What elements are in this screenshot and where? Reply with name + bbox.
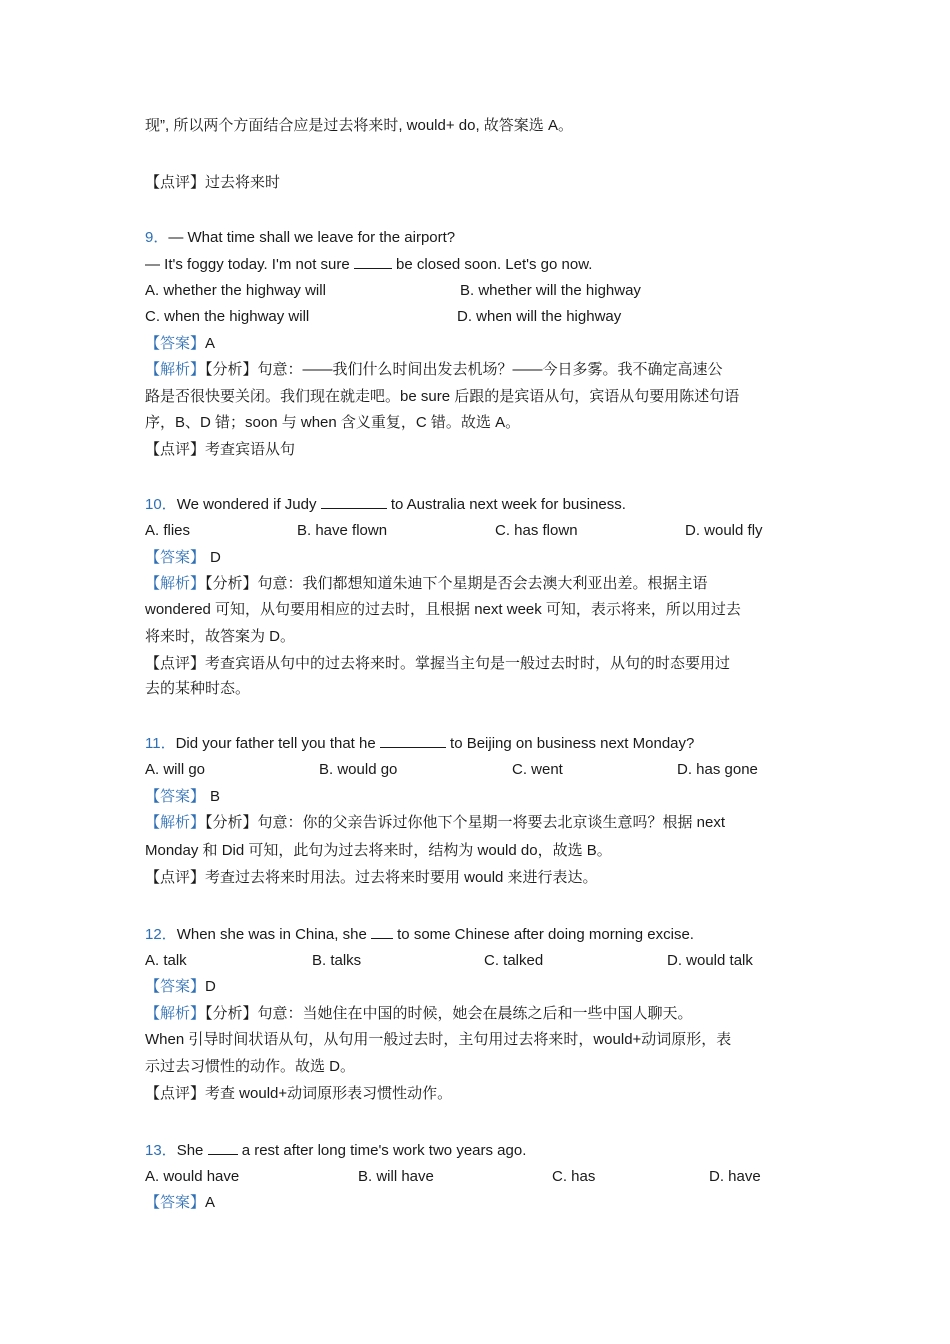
comment-line (145, 868, 810, 888)
option-b: B. would go (319, 761, 398, 778)
analysis-line: 序，B、D 错；soon 与 when 含义重复，C 错。故选 A。 (145, 414, 521, 431)
answer-tag: 【答案】 (145, 788, 206, 805)
question-text: — What time shall we leave for the airport? (168, 229, 456, 246)
answer-blank (354, 254, 392, 269)
analysis-line (145, 813, 810, 833)
answer-line (145, 1193, 810, 1213)
question-number: 12． (145, 926, 177, 943)
analysis-line (145, 1004, 810, 1024)
option-d: D. would talk (667, 952, 753, 969)
answer-value: A (205, 1194, 216, 1211)
comment-line (145, 440, 810, 460)
comment-text: 考查宾语从句中的过去将来时。掌握当主句是一般过去时时，从句的时态要用过 (205, 655, 731, 672)
option-a: A. will go (145, 761, 206, 778)
option-b: B. will have (358, 1168, 434, 1185)
stem-text: — It's foggy today. I'm not sure (145, 256, 354, 273)
analysis-text: 【分析】句意：当她住在中国的时候，她会在晨练之后和一些中国人聊天。 (205, 1005, 693, 1022)
stem-text: be closed soon. Let's go now. (391, 256, 593, 273)
stem-text: to Australia next week for business. (386, 496, 626, 513)
comment-tag: 【点评】 (145, 174, 206, 191)
analysis-line: When 引导时间状语从句，从句用一般过去时，主句用过去将来时，would+动词原形，表 (145, 1031, 732, 1048)
question-11-stem (145, 733, 810, 754)
answer-tag: 【答案】 (145, 978, 206, 995)
stem-text: We wondered if Judy (176, 496, 321, 513)
comment-tag: 【点评】 (145, 655, 206, 672)
option-c: C. talked (484, 952, 544, 969)
option-d: D. have (709, 1168, 761, 1185)
answer-blank (208, 1140, 238, 1155)
analysis-text: 【分析】句意：你的父亲告诉过你他下个星期一将要去北京谈生意吗？根据 next (205, 814, 726, 831)
question-number: 11． (145, 735, 176, 752)
comment-line (145, 1084, 810, 1104)
option-d: D. would fly (685, 522, 763, 539)
option-c: C. has (552, 1168, 596, 1185)
option-a: A. flies (145, 522, 191, 539)
comment-tag: 【点评】 (145, 869, 206, 886)
comment-text: 考查宾语从句 (205, 441, 296, 458)
answer-value: D (210, 549, 221, 566)
question-9-stem (145, 228, 810, 248)
option-d: D. has gone (677, 761, 758, 778)
question-number: 10． (145, 496, 177, 513)
answer-value: A (205, 335, 216, 352)
answer-blank (380, 733, 446, 748)
question-13-stem (145, 1140, 810, 1161)
analysis-line: 将来时，故答案为 D。 (145, 628, 296, 645)
analysis-tag: 【解析】 (145, 361, 206, 378)
comment-tag: 【点评】 (145, 1085, 206, 1102)
analysis-tag: 【解析】 (145, 575, 206, 592)
analysis-line: 示过去习惯性的动作。故选 D。 (145, 1058, 356, 1075)
option-b: B. whether will the highway (460, 282, 641, 299)
analysis-line: Monday 和 Did 可知，此句为过去将来时，结构为 would do，故选 B。 (145, 842, 612, 859)
comment-tag: 【点评】 (145, 441, 206, 458)
stem-text: to some Chinese after doing morning excise. (392, 926, 694, 943)
question-9-stem-2 (145, 254, 810, 275)
analysis-line: 路是否很快要关闭。我们现在就走吧。be sure 后跟的是宾语从句，宾语从句要用陈述句语 (145, 388, 740, 405)
answer-value: B (210, 788, 221, 805)
analysis-text: 【分析】句意：我们都想知道朱迪下个星期是否会去澳大利亚出差。根据主语 (205, 575, 708, 592)
option-a: A. whether the highway will (145, 282, 326, 299)
stem-text: When she was in China, she (176, 926, 371, 943)
option-b: B. have flown (297, 522, 388, 539)
question-10-stem (145, 494, 810, 515)
comment-text: 考查 would+动词原形表习惯性动作。 (205, 1085, 453, 1102)
answer-line (145, 334, 810, 354)
answer-line (145, 548, 810, 568)
comment-line (145, 654, 810, 674)
option-c: C. when the highway will (145, 308, 310, 325)
option-a: A. talk (145, 952, 187, 969)
analysis-line: wondered 可知，从句要用相应的过去时，且根据 next week 可知，表示将来，所以用过去 (145, 601, 741, 618)
intro-comment (145, 173, 810, 193)
option-b: B. talks (312, 952, 362, 969)
answer-line (145, 787, 810, 807)
question-number: 13． (145, 1142, 177, 1159)
answer-value: D (205, 978, 216, 995)
answer-tag: 【答案】 (145, 1194, 206, 1211)
option-c: C. went (512, 761, 563, 778)
comment-text: 过去将来时 (205, 174, 281, 191)
analysis-tag: 【解析】 (145, 1005, 206, 1022)
answer-blank (371, 924, 393, 939)
analysis-tag: 【解析】 (145, 814, 206, 831)
option-d: D. when will the highway (457, 308, 622, 325)
stem-text: She (176, 1142, 208, 1159)
question-number: 9． (145, 229, 169, 246)
analysis-line (145, 360, 810, 380)
option-a: A. would have (145, 1168, 240, 1185)
analysis-text: 【分析】句意：——我们什么时间出发去机场？——今日多雾。我不确定高速公 (205, 361, 723, 378)
option-c: C. has flown (495, 522, 578, 539)
comment-line: 去的某种时态。 (145, 680, 251, 697)
answer-blank (321, 494, 387, 509)
stem-text: to Beijing on business next Monday? (445, 735, 695, 752)
answer-tag: 【答案】 (145, 549, 206, 566)
comment-text: 考查过去将来时用法。过去将来时要用 would 来进行表达。 (205, 869, 598, 886)
answer-tag: 【答案】 (145, 335, 206, 352)
intro-line: 现”, 所以两个方面结合应是过去将来时, would+ do, 故答案选 A。 (145, 117, 573, 134)
answer-line (145, 977, 810, 997)
analysis-line (145, 574, 810, 594)
stem-text: Did your father tell you that he (175, 735, 380, 752)
question-12-stem (145, 924, 810, 945)
stem-text: a rest after long time's work two years ago. (237, 1142, 527, 1159)
